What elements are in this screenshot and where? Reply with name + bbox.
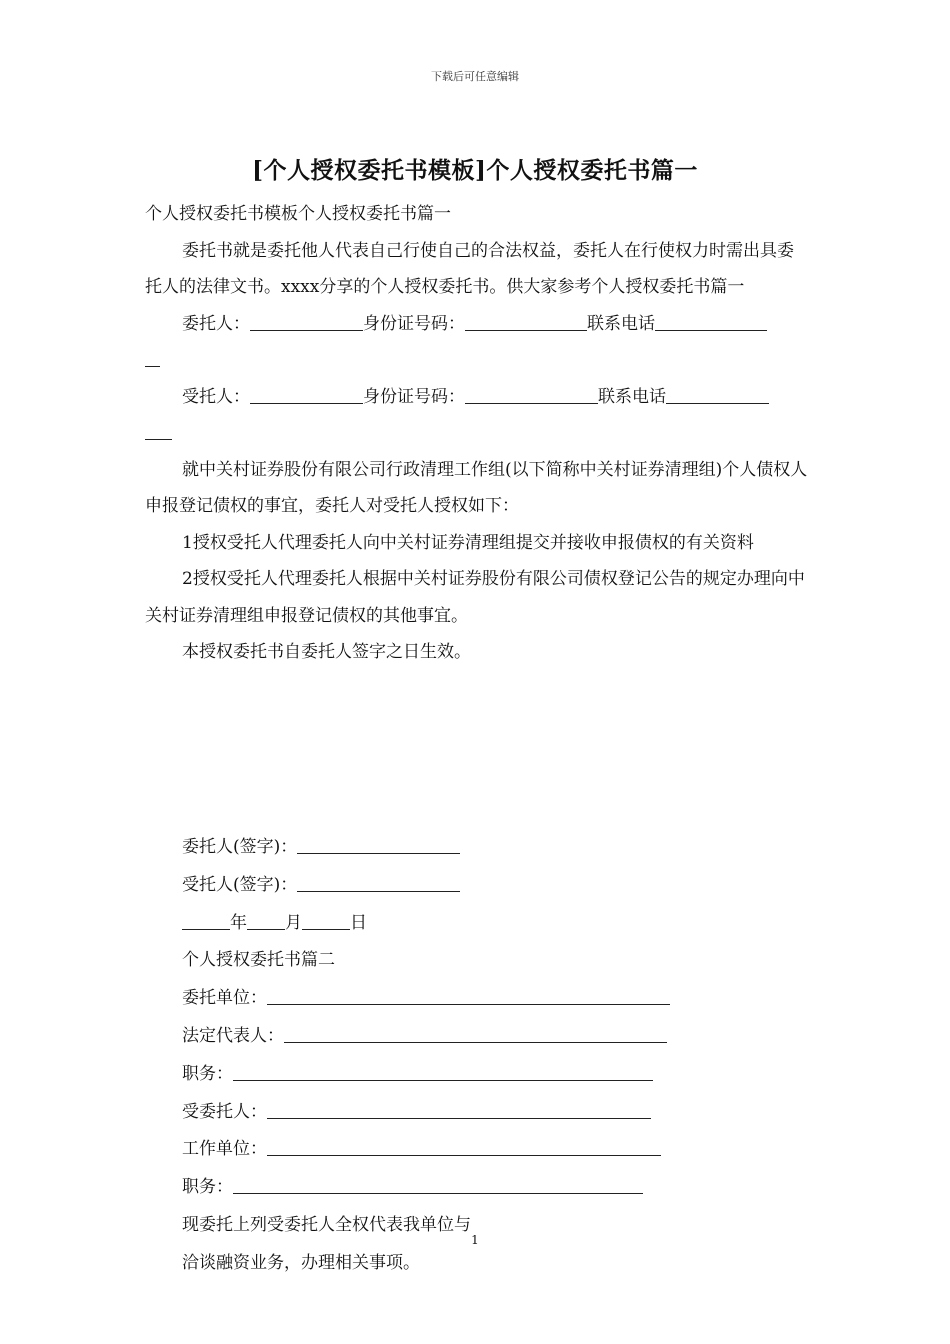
unit-row — [145, 980, 810, 1018]
signature-and-section2 — [145, 829, 810, 1283]
page-header: 下载后可任意编辑 — [431, 70, 519, 83]
client-phone-label: 联系电话 — [587, 313, 655, 334]
agent-signature-row — [145, 867, 810, 905]
work-unit-blank — [267, 1137, 661, 1156]
agent-phone-blank-cont — [145, 421, 172, 440]
page-number: 1 — [471, 1233, 479, 1247]
position-label-1: 职务： — [182, 1063, 233, 1084]
client-id-label: 身份证号码： — [363, 313, 465, 334]
client-phone-blank-wrap — [145, 342, 810, 379]
position-blank-2 — [233, 1175, 643, 1194]
trustee-blank — [267, 1100, 651, 1119]
agent-phone-label: 联系电话 — [598, 386, 666, 407]
agent-sign-blank — [297, 873, 460, 892]
client-phone-blank — [655, 312, 767, 331]
legal-rep-blank — [284, 1024, 667, 1043]
client-name-blank — [250, 312, 363, 331]
year-blank — [182, 911, 230, 930]
paragraph-matter: 就中关村证券股份有限公司行政清理工作组(以下简称中关村证券清理组)个人债权人申报登记债权的事宜，委托人对受托人授权如下： — [145, 459, 808, 516]
client-info-row — [145, 306, 810, 343]
trustee-label: 受委托人： — [182, 1101, 267, 1122]
agent-name-blank — [250, 385, 363, 404]
unit-label: 委托单位： — [182, 988, 267, 1009]
agent-id-label: 身份证号码： — [363, 386, 465, 407]
client-sign-blank — [297, 835, 460, 854]
agent-sign-label: 受托人(签字)： — [182, 874, 298, 895]
year-label: 年 — [230, 912, 247, 933]
day-blank — [302, 911, 350, 930]
legal-rep-row — [145, 1018, 810, 1056]
section2-title: 个人授权委托书篇二 — [182, 950, 335, 971]
authorization-item-1: 1授权受托人代理委托人向中关村证券清理组提交并接收申报债权的有关资料 — [182, 532, 754, 553]
unit-blank — [267, 986, 670, 1005]
position-blank-1 — [233, 1062, 653, 1081]
effective-statement: 本授权委托书自委托人签字之日生效。 — [182, 642, 471, 662]
intro-line: 个人授权委托书模板个人授权委托书篇一 — [145, 204, 451, 224]
document-body — [145, 196, 810, 671]
day-label: 日 — [350, 912, 367, 933]
agent-label: 受托人： — [182, 386, 250, 407]
paragraph-intro: 委托书就是委托他人代表自己行使自己的合法权益，委托人在行使权力时需出具委托人的法律文书。xxxx分享的个人授权委托书。供大家参考个人授权委托书篇一 — [145, 240, 794, 297]
month-blank — [247, 911, 285, 930]
client-signature-row — [145, 829, 810, 867]
authorization-item-2: 2授权受托人代理委托人根据中关村证券股份有限公司债权登记公告的规定办理向中关村证券清理组申报登记债权的其他事宜。 — [145, 569, 805, 626]
legal-rep-label: 法定代表人： — [182, 1025, 284, 1046]
agent-phone-blank — [666, 385, 769, 404]
closing-line-1: 现委托上列受委托人全权代表我单位与 — [182, 1214, 471, 1235]
position-row-1 — [145, 1056, 810, 1094]
date-row — [145, 905, 810, 943]
agent-id-blank — [465, 385, 598, 404]
agent-info-row — [145, 379, 810, 416]
month-label: 月 — [285, 912, 302, 933]
agent-phone-blank-wrap — [145, 415, 810, 452]
position-row-2 — [145, 1169, 810, 1207]
trustee-row — [145, 1094, 810, 1132]
position-label-2: 职务： — [182, 1177, 233, 1198]
client-id-blank — [465, 312, 587, 331]
work-unit-label: 工作单位： — [182, 1139, 267, 1160]
client-phone-blank-cont — [145, 348, 160, 367]
document-title: [个人授权委托书模板]个人授权委托书篇一 — [252, 157, 698, 184]
client-label: 委托人： — [182, 313, 250, 334]
work-unit-row — [145, 1131, 810, 1169]
closing-line-2: 洽谈融资业务，办理相关事项。 — [182, 1252, 420, 1273]
client-sign-label: 委托人(签字)： — [182, 837, 298, 857]
